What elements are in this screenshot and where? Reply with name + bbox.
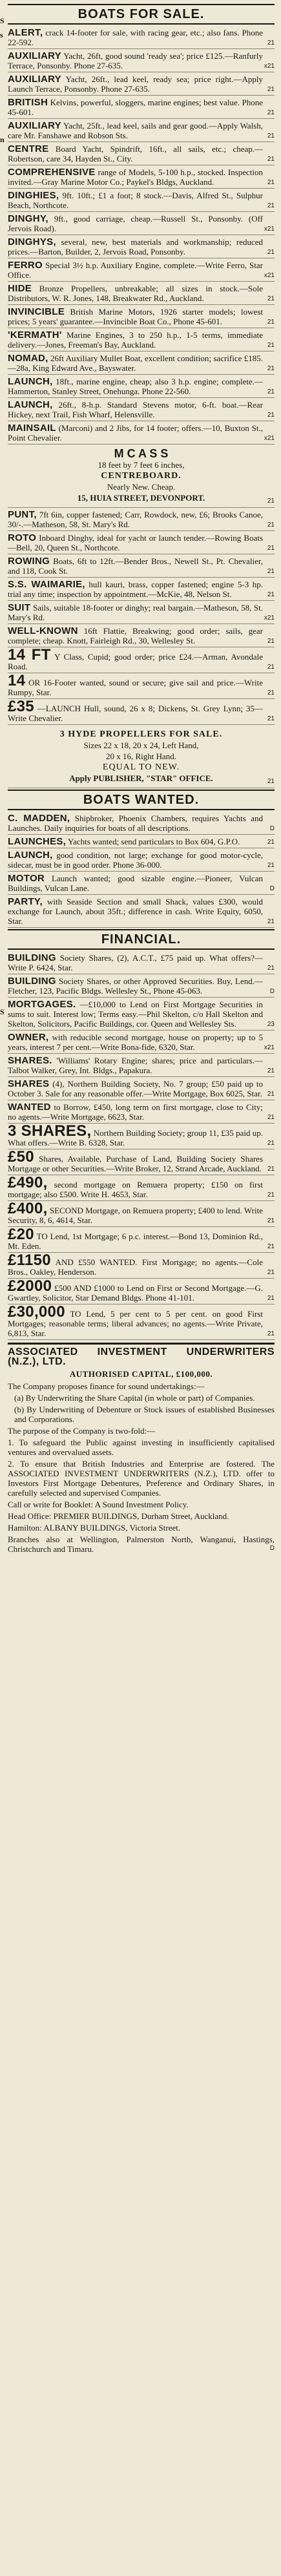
ad-tag: 21 [267,132,275,140]
ad-lead: £30,000 [8,1303,65,1321]
classified-ad [8,1277,275,1304]
classified-ad [8,1303,275,1340]
ad-lead: £20 [8,1226,34,1243]
classified-ad [8,896,275,928]
ad-tag: 21 [267,1269,275,1276]
ad-lead: COMPREHENSIVE [8,167,96,178]
company-paragraph: 2. To ensure that British Industries and Enterprise are fostered. The ASSOCIATED INVESTMENT UNDERWRITERS (N.Z.), LTD. offer to Investors First Mortgage Debentures, Preference and Ordinary Shares, in carefully selected and supervised Companies. [8,1459,275,1498]
centreboard-display-ad [8,446,275,508]
ad-body: Special 3½ h.p. Auxiliary Engine, complete.—Write Ferro, Star Office. [8,260,263,280]
ad-tag: 21 [267,249,275,256]
ad-lead: DINGHIES, [8,190,59,201]
ad-tag: 21 [267,1217,275,1224]
ad-body: Yacht, 26ft, good sound 'ready sea'; price £125.—Ranfurly Terrace, Ponsonby. Phone 27-635. [8,51,263,70]
financial-header: FINANCIAL. [8,929,275,950]
ad-tag: 21 [267,862,275,869]
company-item: (a) By Underwriting the Share Capital (in whole or part) of Companies. [14,1393,255,1403]
propellers-display-ad [8,726,275,788]
ad-lead: LAUNCH, [8,399,53,410]
company-title: ASSOCIATED INVESTMENT UNDERWRITERS (N.Z.), LTD. [8,1346,275,1367]
company-head-office: Head Office: PREMIER BUILDINGS, Durham Street, Auckland. [8,1511,229,1521]
ad-lead: 3 SHARES, [8,1122,92,1140]
ad-lead: ROTO [8,532,37,543]
ad-tag: D [269,988,275,995]
classified-ad [8,50,275,72]
ad-lead: PARTY, [8,896,43,907]
company-paragraph: Call or write for Booklet: A Sound Investment Policy. [8,1500,189,1509]
ad-lead: OWNER, [8,1032,49,1043]
classified-ad [8,850,275,872]
ad-body: Sails, suitable 18-footer or dinghy; real bargain.—Matheson, 58, St. Mary's Rd. [8,603,264,622]
ad-tag: x21 [264,614,275,622]
ad-lead: AUXILIARY [8,74,61,85]
company-capital: AUTHORISED CAPITAL, £100,000. [69,1369,213,1379]
ad-lead: 14 [8,672,26,689]
ad-tag: x21 [264,225,275,233]
classified-ad [8,236,275,258]
ad-body: —£10,000 to Lend on First Mortgage Securities in sums to suit. Interest low; Terms easy.—Phil Skelton, c/o Hall Skelton and Skelton, Solicitors, Pacific Buildings, cor. Queen and Wellesley Sts. [8,1000,263,1029]
classified-ad [8,602,275,624]
boats-for-sale-list-continued [8,509,275,725]
ad-body: with Seaside Section and small Shack, values £300, would exchange for Launch, about 35ft.; difference in cash. Write Equity, 6050, Star. [8,897,264,926]
classified-ad [8,1228,275,1253]
ad-body: (4), Northern Building Society, No. 7 group; £50 paid up to October 3. Sale for any reasonable offer.—Write Mortgage, Box 6025, Star. [8,1079,263,1098]
ad-body: 'Williams' Rotary Engine; shares; price and particulars.—Talbot Walker, Grey, Int. Bldgs., Papakura. [8,1056,264,1075]
ad-body: Shipbroker, Phoenix Chambers, requires Yachts and Launches. Daily inquiries for boats of all descriptions. [8,813,264,833]
ad-tag: 21 [267,202,275,209]
ad-tag: 21 [267,156,275,163]
ad-lead: BUILDING [8,952,56,963]
ad-lead: NOMAD, [8,353,48,364]
ad-lead: SHARES [8,1078,50,1089]
ad-body: second mortgage on Remuera property; £150 on first mortgage; also £500. Write H. 4653, Star. [8,1180,263,1199]
ad-body: TO Lend, 5 per cent to 5 per cent. on good First Mortgages; reasonable terms; liberal advances; no agents.—Write Private, 6,813, Star. [8,1309,264,1338]
stub-letter: n [0,135,5,144]
ad-tag: 21 [267,1091,275,1098]
ad-lead: 14 FT [8,646,51,664]
ad-tag: 21 [267,342,275,349]
ad-body: Kelvins, powerful, sloggers, marine engines; best value. Phone 45-601. [8,98,263,117]
ad-lead: £490, [8,1174,48,1191]
boats-wanted-header: BOATS WANTED. [8,790,275,810]
classified-ad [8,423,275,445]
company-branches: Branches also at Wellington, Palmerston North, Wanganui, Hastings, Christchurch and Timaru. [8,1534,275,1554]
boats-for-sale-header: BOATS FOR SALE. [8,4,275,25]
ad-body: Society Shares, or other Approved Securities. Buy, Lend.—Fletcher, 123, Pacific Bldgs. Wellesley St., Phone 45-063. [8,976,264,996]
ad-body: Y Class, Cupid; good order; price £24.—Arman, Avondale Road. [8,652,263,671]
section-divider [8,1343,275,1345]
ad-tag: 21 [267,179,275,186]
boat-name: M C A S S [114,447,169,460]
classified-ad [8,1122,275,1149]
classified-ad [8,1032,275,1054]
classified-ad [8,700,275,725]
ad-tag: 21 [267,965,275,972]
classified-ad [8,646,275,673]
classified-ad [8,1102,275,1124]
ad-lead: LAUNCHES, [8,836,67,847]
classified-ad [8,1251,275,1279]
ad-tag: 21 [267,545,275,552]
classified-ad [8,1055,275,1077]
classified-ad [8,556,275,578]
ad-body: range of Models, 5-100 h.p., stocked. Inspection invited.—Gray Marine Motor Co.; Paykel's Bldgs, Auckland. [8,167,264,187]
propeller-sizes-right: 20 x 16, Right Hand. [105,751,177,761]
ad-tag: 21 [267,918,275,925]
ad-tag: 23 [267,1021,275,1028]
classified-ad [8,353,275,375]
ad-body: Inboard Dinghy, ideal for yacht or launch tender.—Rowing Boats—Bell, 20, Queen St., Northcote. [8,533,264,552]
classified-ad [8,952,275,974]
classified-ad [8,97,275,119]
classified-ad [8,873,275,895]
ad-tag: 21 [267,388,275,395]
company-hamilton-office: Hamilton: ALBANY BUILDINGS, Victoria Street. [8,1523,181,1533]
classified-ad [8,1202,275,1227]
classified-ad [8,74,275,96]
ad-tag: 21 [267,591,275,598]
ad-body: hull kauri, brass, copper fastened; engine 5-3 hp. trial any time; inspection by appointment.—McKie, 48, Nelson St. [8,580,263,599]
ad-body: British Marine Motors, 1926 starter models; lowest prices; 5 years' guarantee.—Invincible Boat Co., Phone 45-601. [8,307,263,326]
ad-body: 9ft. 10ft.; £1 a foot; 8 stock.—Davis, Alfred St., Sulphur Beach, Northcote. [8,191,264,210]
classified-ad [8,579,275,601]
ad-lead: WANTED [8,1102,51,1113]
ad-lead: FERRO [8,260,43,271]
boat-condition: Nearly New. Cheap. [107,482,176,492]
ad-lead: BRITISH [8,97,48,108]
ad-body: with reducible second mortgage, house on property; up to 5 years, interest 7 per cent.—Write Bona-fide, 6320, Star. [8,1032,264,1052]
company-display-ad [8,1347,275,1554]
ad-lead: SUIT [8,602,31,613]
ad-tag: 21 [267,1114,275,1121]
classified-ad [8,1148,275,1175]
ad-lead: ALERT, [8,27,43,38]
ad-tag: 21 [267,412,275,419]
classified-ad [8,813,275,835]
ad-tag: 21 [267,1191,275,1199]
ad-lead: ROWING [8,556,50,567]
ad-lead: PUNT, [8,509,37,520]
ad-lead: INVINCIBLE [8,306,65,317]
propeller-apply: Apply PUBLISHER, "STAR" OFFICE. [69,773,213,783]
ad-body: Northern Building Society; group 11, £35 paid up. What offers.—Write B. 6328, Star. [8,1128,264,1147]
company-paragraph: The Company proposes finance for sound undertakings:— [8,1381,205,1391]
classified-ad [8,532,275,554]
classified-ad [8,330,275,351]
classified-ad [8,976,275,998]
ad-body: Shares, Available, Purchase of Land, Building Society Shares Mortgage or other Securities.—Write Broker, 12, Strand Arcade, Auckland. [8,1154,264,1173]
ad-lead: MAINSAIL [8,423,56,434]
ad-body: Yachts wanted; send particulars to Box 604, G.P.O. [67,837,240,846]
ad-lead: LAUNCH, [8,376,53,387]
ad-lead: MORTGAGES. [8,999,76,1010]
ad-body: to Borrow, £450, long term on first mortgage, close to City; no agents.—Write Mortgage, 6623, Star. [8,1102,263,1122]
ad-lead: MOTOR [8,873,45,884]
classified-ad [8,213,275,235]
ad-body: Boats, 6ft to 12ft.—Bender Bros., Newell St., Pt. Chevalier, and 118, Cook St. [8,556,263,576]
boats-for-sale-list [8,27,275,445]
classified-ad [8,260,275,282]
ad-body: 9ft., good carriage, cheap.—Russell St., Ponsonby. (Off Jervois Road). [8,214,264,233]
ad-lead: £1150 [8,1251,51,1269]
ad-tag: 21 [267,689,275,696]
ad-tag: 21 [267,319,275,326]
ad-tag: 21 [267,39,275,47]
boat-type: CENTREBOARD. [101,471,182,481]
ad-lead: BUILDING [8,976,56,987]
ad-lead: DINGHYS, [8,236,56,247]
classified-ad [8,27,275,49]
ad-tag: x21 [264,1044,275,1051]
classified-ad [8,120,275,142]
ad-body: Bronze Propellers, unbreakable; all sizes in stock.—Sole Distributors, W. R. Jones, 148, Breakwater Rd., Auckland. [8,284,263,303]
ad-body: 18ft., marine engine, cheap; also 3 h.p. engine; complete.—Hammerton, Stanley Street, Onehunga. Phone 22-560. [8,377,264,396]
classified-ad [8,283,275,305]
ad-tag: 21 [267,1330,275,1337]
ad-tag: 21 [267,1140,275,1147]
ad-body: Yacht, 26ft., lead keel, ready sea; price right.—Apply Launch Terrace, Ponsonby. Phone 27-635. [8,74,263,94]
ad-body: AND £550 WANTED. First Mortgage; no agents.—Cole Bros., Oakley, Henderson. [8,1257,263,1277]
ad-tag: 21 [267,497,275,505]
ad-tag: 21 [267,664,275,671]
ad-body: —LAUNCH Hull, sound, 26 x 8; Dickens, St. Grey Lynn; 35—Write Chevalier. [8,704,264,723]
ad-lead: DINGHY, [8,213,48,224]
ad-tag: 21 [267,109,275,116]
classified-ad [8,509,275,531]
ad-lead: AUXILIARY [8,120,61,131]
ad-tag: D [269,1545,275,1552]
ad-tag: 21 [267,1295,275,1302]
ad-lead: £35 [8,698,34,715]
ad-lead: HIDE [8,283,32,294]
ad-body: Yacht, 25ft., lead keel, sails and gear good.—Apply Walsh, care Mr. Fanshawe and Robson Sts. [8,121,263,140]
ad-body: 16ft Flattie, Breakwing; good order; sails, gear complete; cheap. Knott, Fairleigh Rd., 30, Wellesley St. [8,626,263,645]
financial-list [8,952,275,1340]
classified-ad [8,143,275,165]
boats-wanted-list [8,813,275,928]
ad-tag: 21 [267,295,275,302]
ad-body: OR 16-Footer wanted, sound or secure; give sail and price.—Write Rumpy, Star. [8,678,264,697]
ad-body: Launch wanted; good sizable engine.—Pioneer, Vulcan Buildings, Vulcan Lane. [8,874,264,893]
ad-tag: 21 [267,521,275,529]
propeller-sizes: Sizes 22 x 18, 20 x 24, Left Hand, [83,740,199,750]
ad-lead: LAUNCH, [8,850,53,861]
propeller-headline: 3 HYDE PROPELLERS FOR SALE. [59,729,223,739]
ad-tag: D [269,885,275,892]
ad-lead: £400, [8,1200,48,1217]
boat-dimensions: 18 feet by 7 feet 6 inches, [98,460,185,470]
propeller-condition: EQUAL TO NEW. [102,762,180,772]
classified-ad [8,836,275,848]
ad-tag: x21 [264,435,275,442]
ad-lead: £50 [8,1148,34,1166]
boat-address: 15, HUIA STREET, DEVONPORT. [77,493,205,503]
ad-body: crack 14-footer for sale, with racing gear, etc.; also fans. Phone 22-592. [8,28,263,47]
ad-body: (Marconi) and 2 Jibs, for 14 footer; offers.—10, Buxton St., Point Chevalier. [8,423,263,443]
ad-body: £500 AND £1000 to Lend on First or Second Mortgage.—G. Gwartley, Solicitor, Star Demand Bldgs. Phone 41-101. [8,1283,264,1303]
ad-body: 26ft., 8-h.p. Standard Stevens motor, 6-ft. boat.—Rear Hickey, next Trail, Fish Wharf, Helensville. [8,400,263,419]
ad-lead: S.S. WAIMARIE, [8,579,85,590]
ad-lead: AUXILIARY [8,50,61,61]
stub-letter: s [0,30,3,39]
ad-tag: 21 [267,638,275,645]
ad-body: Board Yacht, Spindrift, 16ft., all sails, etc.; cheap.—Robertson, care 34, Hayden St., City. [8,144,264,163]
ad-tag: D [269,825,275,832]
stub-letter: S [0,1007,5,1016]
ad-lead: CENTRE [8,143,49,154]
ad-lead: C. MADDEN, [8,813,70,824]
company-paragraph: 1. To safeguard the Public against investing in insufficiently capitalised ventures and overvalued assets. [8,1438,275,1457]
company-item: (b) By Underwriting of Debenture or Stock issues of established Businesses and Corporations. [14,1405,275,1424]
classified-ad [8,306,275,328]
ad-body: 26ft Auxiliary Mullet Boat, excellent condition; sacrifice £185.—28a, King Edward Ave., Bayswater. [8,353,264,373]
ad-body: SECOND Mortgage, on Remuera property; £400 to lend. Write Security, 8, 6, 4614, Star. [8,1206,264,1225]
ad-lead: SHARES. [8,1055,52,1066]
ad-tag: 21 [267,715,275,722]
classified-ad [8,1174,275,1201]
classified-ad [8,167,275,189]
ad-tag: 21 [267,86,275,93]
stub-letter: S [0,16,5,25]
classified-ad [8,1078,275,1100]
ad-body: 7ft 6in, copper fastened; Carr, Rowdock, new, £6; Brooks Canoe, 30/-.—Matheson, 58, St. Mary's Rd. [8,510,263,529]
ad-tag: 21 [267,1166,275,1173]
ad-body: TO Lend, 1st Mortgage; 6 p.c. interest.—Bond 13, Dominion Rd., Mt. Eden. [8,1231,264,1251]
ad-tag: 21 [267,1067,275,1074]
ad-body: good condition, not large; exchange for good motor-cycle, sidecar, must be in good order. Phone 36-000. [8,850,264,870]
ad-lead: WELL-KNOWN [8,625,78,636]
classified-ad [8,376,275,398]
ad-lead: £2000 [8,1277,52,1295]
classified-ad [8,625,275,647]
ad-body: Marine Engines, 3 to 250 h.p., 1-5 terms, immediate delivery.—Jones, Freeman's Bay, Auckland. [8,330,264,350]
ad-body: several, new, best materials and workmanship; reduced prices.—Barton, Builder, 2, Jervois Road, Ponsonby. [8,237,263,257]
ad-tag: x21 [264,272,275,279]
ad-tag: x21 [264,63,275,70]
classified-ad [8,672,275,699]
classified-ad [8,999,275,1031]
ad-tag: 21 [267,568,275,575]
company-paragraph: The purpose of the Company is two-fold:— [8,1426,156,1436]
ad-lead: 'KERMATH' [8,330,62,340]
ad-body: Society Shares, (2), A.C.T., £75 paid up. What offers?—Write P. 6424, Star. [8,953,264,972]
ad-tag: 21 [267,839,275,846]
ad-tag: 21 [267,778,275,785]
ad-tag: 21 [267,365,275,372]
classified-ad [8,399,275,421]
classified-ad [8,190,275,212]
ad-tag: 21 [267,1243,275,1250]
